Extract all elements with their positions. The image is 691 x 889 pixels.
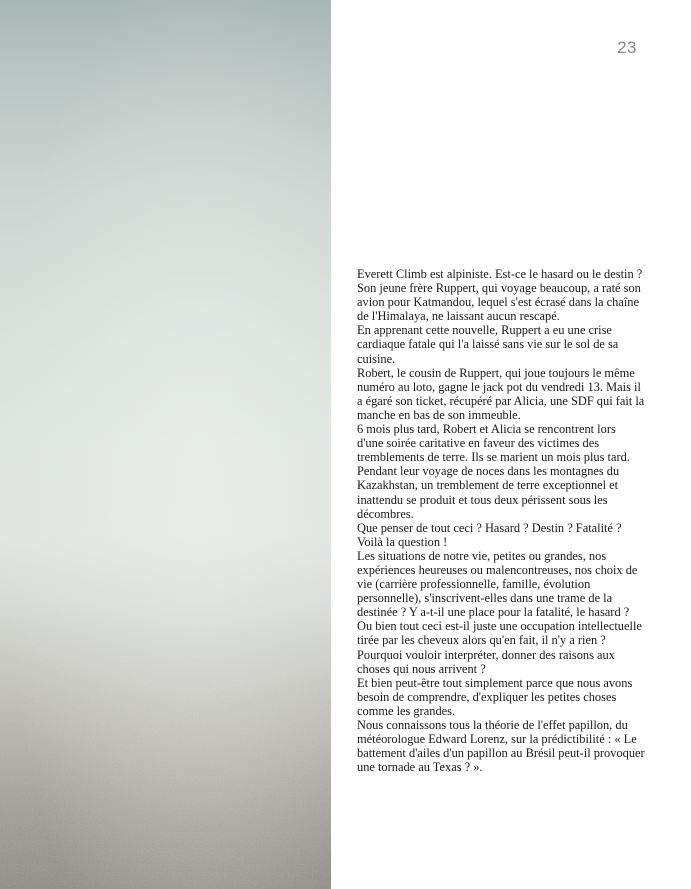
paragraph: Everett Climb est alpiniste. Est-ce le hasard ou le destin ? Son jeune frère Ruppert, qui voyage beaucoup, a raté son avion pour Katmandou, lequel s'est écrasé dans la chaîne de l'Himalaya, ne laissant aucun rescapé. [357, 267, 643, 324]
paragraph: Nous connaissons tous la théorie de l'effet papillon, du météorologue Edward Lorenz, sur la prédictibilité : « Le battement d'ailes d'un papillon au Brésil peut-il provoquer une tornade au Texas ? ». [357, 718, 645, 775]
paragraph: Et bien peut-être tout simplement parce que nous avons besoin de comprendre, d'expliquer les petites choses comme les grandes. [357, 675, 633, 718]
misty-landscape-photo [0, 0, 331, 889]
paragraph: Les situations de notre vie, petites ou grandes, nos expériences heureuses ou malencontreuses, nos choix de vie (carrière professionnelle, famille, évolution personnelle), s'inscrivent-elles dans une trame de la destinée ? Y a-t-il une place pour la fatalité, le hasard ? Ou bien tout ceci est-il juste une occupation intellectuelle tirée par les cheveux alors qu'en fait, il n'y a rien ? Pourquoi vouloir interpréter, donner des raisons aux choses qui nous arrivent ? [357, 548, 642, 676]
photo-texture [0, 0, 331, 889]
article-body [357, 267, 645, 774]
paragraph: En apprenant cette nouvelle, Ruppert a eu une crise cardiaque fatale qui l'a laissé sans vie sur le sol de sa cuisine. [357, 323, 619, 366]
paragraph: Pendant leur voyage de noces dans les montagnes du Kazakhstan, un tremblement de terre exceptionnel et inattendu se produit et tous deux périssent sous les décombres. [357, 464, 620, 521]
paragraph: Robert, le cousin de Ruppert, qui joue toujours le même numéro au loto, gagne le jack pot du vendredi 13. Mais il a égaré son ticket, récupéré par Alicia, une SDF qui fait la manche en bas de son immeuble. [357, 365, 645, 422]
paragraph: Que penser de tout ceci ? Hasard ? Destin ? Fatalité ? Voilà la question ! [357, 520, 622, 549]
page-number: 23 [617, 38, 637, 57]
paragraph: 6 mois plus tard, Robert et Alicia se rencontrent lors d'une soirée caritative en faveur des victimes des tremblements de terre. Ils se marient un mois plus tard. [357, 422, 630, 465]
